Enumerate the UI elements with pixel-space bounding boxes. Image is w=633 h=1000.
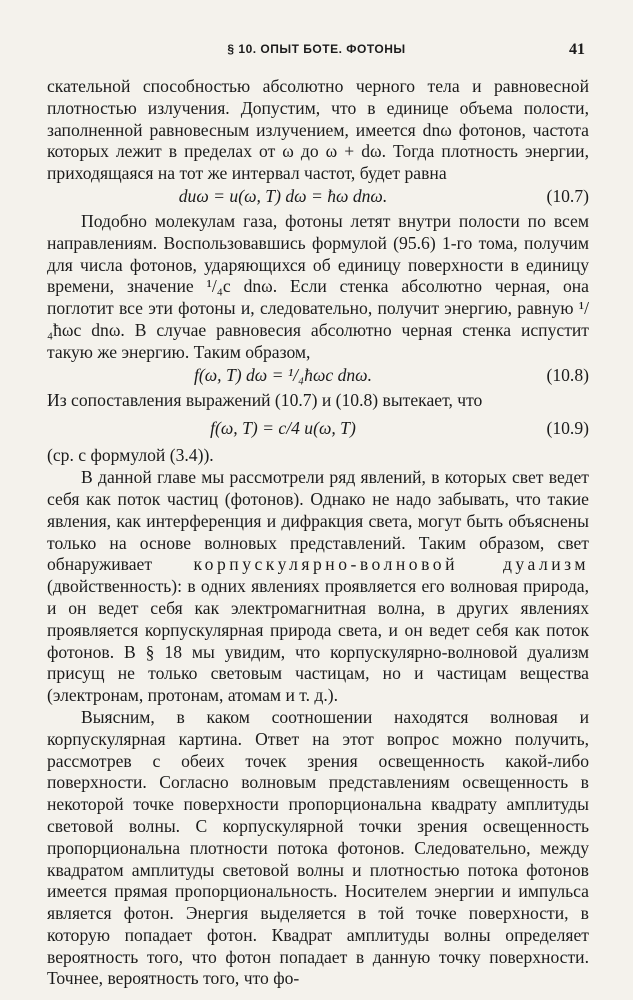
paragraph-5-text-b: (двойственность): в одних явлениях проявляется его волновая природа, и он ведет себя как электромагнитная волна, в других явлениях проявляется корпускулярная природа света, и он ведет себя как поток фотонов. В § 18 мы увидим, что корпускулярно-волновой дуализм присущ не только световым частицам, но и частицам вещества (электронам, протонам, атомам и т. д.). <box>47 576 589 706</box>
emphasized-term: корпускулярно-волновой дуализм <box>193 554 589 575</box>
paragraph-4: (ср. с формулой (3.4)). <box>47 445 214 466</box>
equation-10-9 <box>47 412 589 444</box>
running-title: § 10. ОПЫТ БОТЕ. ФОТОНЫ <box>227 42 406 56</box>
paragraph-1: скательной способностью абсолютно черного тела и равновесной плотностью излучения. Допустим, что в единице объема полости, заполненной равновесным излучением, имеется dnω фотонов, частота которых лежит в пределах от ω до ω + dω. Тогда плотность энергии, приходящаяся на тот же интервал частот, будет равна <box>47 76 589 184</box>
equation-formula: duω = u(ω, T) dω = ħω dnω. <box>178 185 388 206</box>
equation-number: (10.9) <box>546 418 589 439</box>
page-number: 41 <box>569 41 585 58</box>
paragraph-2: Подобно молекулам газа, фотоны летят внутри полости по всем направлениям. Воспользовавшись формулой (95.6) 1-го тома, получим для числа фотонов, ударяющихся об единицу поверхности в единицу времени, значение ¹/₄c dnω. Если стенка абсолютно черная, она поглотит все эти фотоны и, следовательно, получит энергию, равную ¹/₄ħωc dnω. В случае равновесия абсолютно черная стенка испустит такую же энергию. Таким образом, <box>47 210 589 362</box>
paragraph-5-text-a: В данной главе мы рассмотрели ряд явлений, в которых свет ведет себя как поток частиц (фотонов). Однако не надо забывать, что такие явления, как интерференция и дифракция света, могут быть объяснены только на основе волновых представлений. Таким образом, свет обнаруживает <box>47 467 589 575</box>
paragraph-6: Выясним, в каком соотношении находятся волновая и корпускулярная картина. Ответ на этот вопрос можно получить, рассмотрев с обеих точек зрения освещенность какой-либо поверхности. Согласно волновым представлениям освещенность в некоторой точке поверхности пропорциональна квадрату амплитуды световой волны. С корпускулярной точки зрения освещенность пропорциональна плотности потока фотонов. Следовательно, между квадратом амплитуды световой волны и плотностью потока фотонов имеется прямая пропорциональность. Носителем энергии и импульса является фотон. Энергия выделяется в той точке поверхности, в которую попадает фотон. Квадрат амплитуды волны определяет вероятность того, что фотон попадает в данную точку поверхности. Точнее, вероятность того, что фо- <box>47 706 589 989</box>
paragraph-3: Из сопоставления выражений (10.7) и (10.8) вытекает, что <box>47 389 483 410</box>
page-header <box>0 42 633 62</box>
equation-number: (10.8) <box>546 364 589 385</box>
equation-number: (10.7) <box>546 185 589 206</box>
paragraph-5 <box>47 467 589 707</box>
equation-formula: f(ω, T) dω = ¹/₄ħωc dnω. <box>193 364 373 385</box>
page-body <box>47 76 589 990</box>
equation-10-7 <box>47 186 589 210</box>
equation-10-8 <box>47 365 589 389</box>
equation-formula: f(ω, T) = c/4 u(ω, T) <box>210 418 356 439</box>
